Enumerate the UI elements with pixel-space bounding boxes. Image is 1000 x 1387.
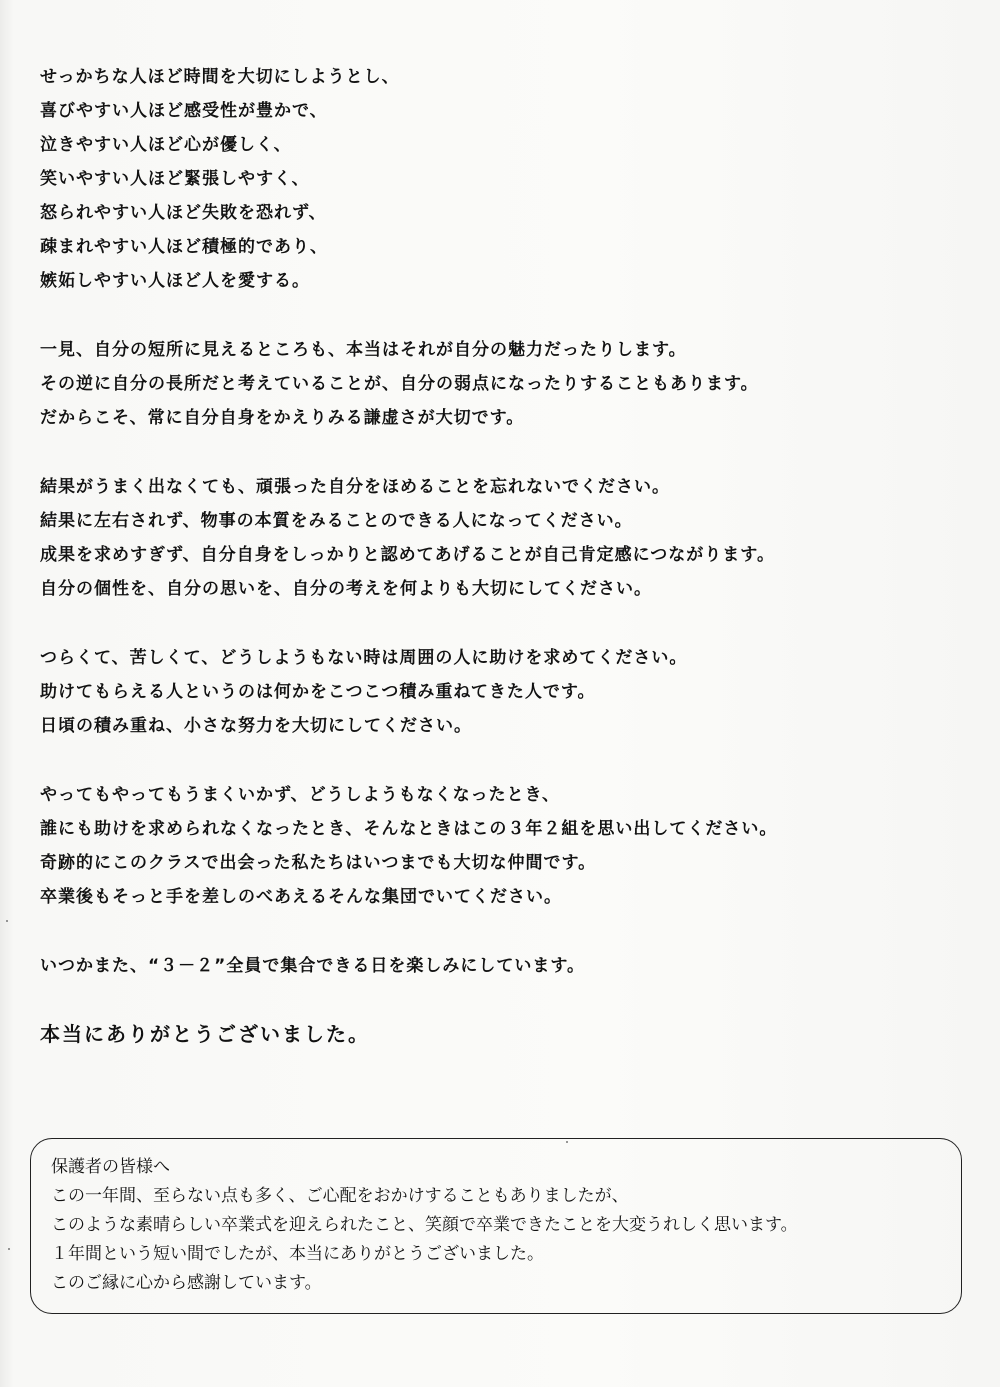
text-line: 奇跡的にこのクラスで出会った私たちはいつまでも大切な仲間です。: [40, 853, 597, 873]
paragraph-reunion: [40, 949, 940, 983]
text-line: 誰にも助けを求められなくなったとき、そんなときはこの３年２組を思い出してください。: [40, 819, 778, 839]
text-line: だからこそ、常に自分自身をかえりみる謙虚さが大切です。: [40, 408, 525, 428]
text-line: 一見、自分の短所に見えるところも、本当はそれが自分の魅力だったりします。: [40, 340, 687, 360]
paragraph-strengths: [40, 333, 940, 435]
text-line: いつかまた、“３－２”全員で集合できる日を楽しみにしています。: [40, 956, 585, 976]
paragraph-help: [40, 641, 940, 743]
text-line: 怒られやすい人ほど失敗を恐れず、: [40, 203, 327, 223]
paragraph-results: [40, 470, 940, 606]
parents-note-box: [30, 1138, 962, 1314]
note-line: このご縁に心から感謝しています。: [51, 1273, 322, 1293]
text-line: 泣きやすい人ほど心が優しく、: [40, 135, 292, 155]
text-line: 自分の個性を、自分の思いを、自分の考えを何よりも大切にしてください。: [40, 579, 652, 599]
scan-speck: [8, 1248, 10, 1250]
text-line: その逆に自分の長所だと考えていることが、自分の弱点になったりすることもあります。: [40, 374, 759, 394]
text-line: 卒業後もそっと手を差しのべあえるそんな集団でいてください。: [40, 887, 562, 907]
note-line: １年間という短い間でしたが、本当にありがとうございました。: [51, 1244, 544, 1264]
note-line: この一年間、至らない点も多く、ご心配をおかけすることもありましたが、: [51, 1186, 629, 1206]
text-line: 結果に左右されず、物事の本質をみることのできる人になってください。: [40, 511, 633, 531]
closing-line: 本当にありがとうございました。: [40, 1022, 370, 1046]
paragraph-class: [40, 778, 940, 914]
note-line: このような素晴らしい卒業式を迎えられたこと、笑顔で卒業できたことを大変うれしく思います。: [51, 1215, 798, 1235]
note-heading: 保護者の皆様へ: [51, 1157, 170, 1177]
scan-speck: [566, 1141, 568, 1143]
text-line: 日頃の積み重ね、小さな努力を大切にしてください。: [40, 716, 472, 736]
text-line: 喜びやすい人ほど感受性が豊かで、: [40, 101, 328, 121]
text-line: つらくて、苦しくて、どうしようもない時は周囲の人に助けを求めてください。: [40, 648, 688, 668]
text-line: 嫉妬しやすい人ほど人を愛する。: [40, 271, 310, 291]
text-line: 成果を求めすぎず、自分自身をしっかりと認めてあげることが自己肯定感につながります。: [40, 545, 775, 565]
scan-speck: [6, 920, 8, 922]
farewell-letter: [40, 60, 940, 1047]
text-line: 疎まれやすい人ほど積極的であり、: [40, 237, 328, 257]
text-line: せっかちな人ほど時間を大切にしようとし、: [40, 67, 400, 87]
text-line: 結果がうまく出なくても、頑張った自分をほめることを忘れないでください。: [40, 477, 670, 497]
text-line: 助けてもらえる人というのは何かをこつこつ積み重ねてきた人です。: [40, 682, 596, 702]
text-line: やってもやってもうまくいかず、どうしようもなくなったとき、: [40, 785, 560, 805]
paragraph-personality: [40, 60, 940, 298]
text-line: 笑いやすい人ほど緊張しやすく、: [40, 169, 310, 189]
